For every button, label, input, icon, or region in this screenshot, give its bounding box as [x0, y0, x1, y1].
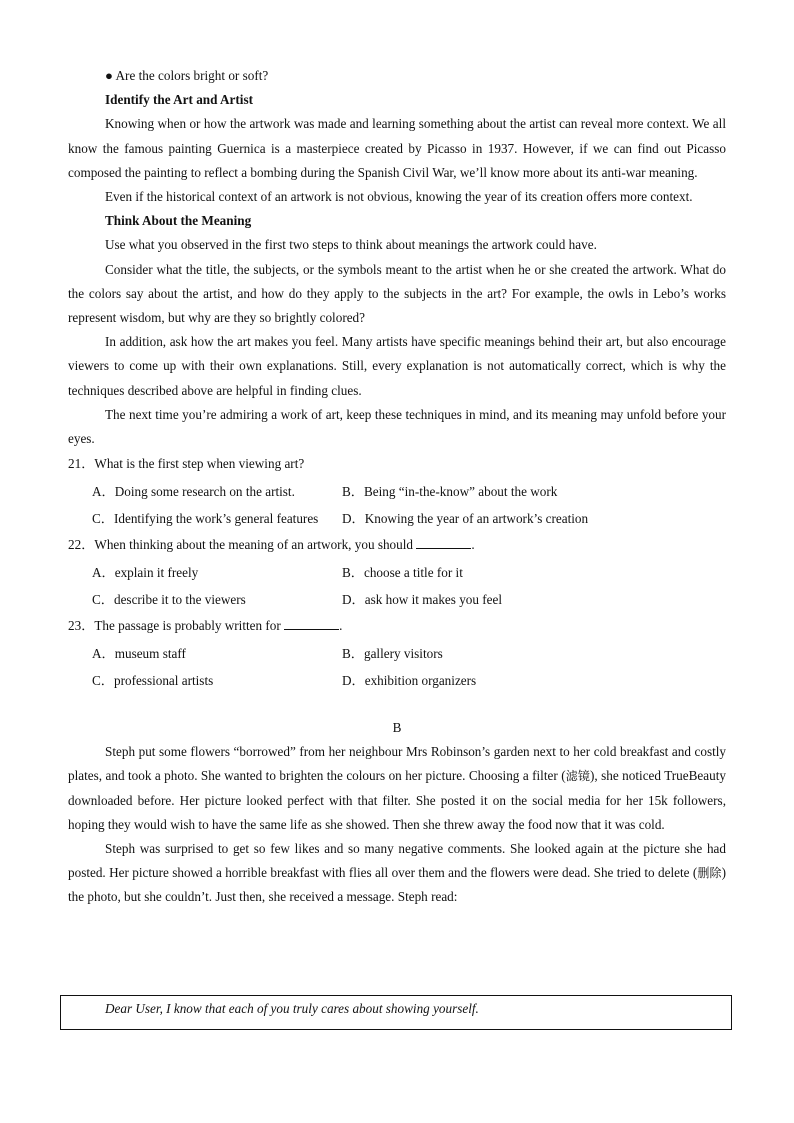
paragraph [68, 837, 726, 910]
question-text: The passage is probably written for [94, 618, 281, 634]
question-22 [68, 532, 726, 613]
option-text: describe it to the viewers [113, 591, 246, 607]
option-text: Doing some research on the artist. [114, 483, 295, 499]
option-label: A． [92, 645, 115, 661]
option-d[interactable] [342, 586, 742, 613]
question-number: 21． [68, 456, 95, 472]
question-stem [68, 451, 726, 478]
question-23 [68, 613, 726, 694]
option-label: D． [342, 510, 365, 526]
question-number: 23． [68, 618, 95, 634]
text-run: Steph put some flowers “borrowed” from her neighbour Mrs Robinson’s garden next to her cold breakfast and costly plates, and took a photo. She wanted to brighten the colours on her picture. Choosing a filter ( [68, 744, 726, 784]
message-box [60, 995, 732, 1030]
question-text: When thinking about the meaning of an artwork, you should [94, 537, 414, 553]
document-page [68, 64, 726, 910]
option-text: explain it freely [114, 564, 199, 580]
chinese-gloss: 删除 [697, 866, 722, 881]
question-text: What is the first step when viewing art? [94, 456, 305, 472]
option-c[interactable] [92, 667, 342, 694]
option-text: exhibition organizers [364, 672, 477, 688]
question-21 [68, 451, 726, 532]
option-c[interactable] [92, 586, 342, 613]
option-d[interactable] [342, 505, 742, 532]
text-run: ), she noticed TrueBeauty downloaded before. Her picture looked perfect with that filter. She posted it on the social media for her 15k followers, hoping they would wish to have the same life as she showed. Then she threw away the food now that it was cold. [68, 768, 726, 832]
option-c[interactable] [92, 505, 342, 532]
heading-think-about-meaning: Think About the Meaning [105, 213, 252, 229]
option-b[interactable] [342, 478, 742, 505]
chinese-gloss: 滤镜 [565, 769, 591, 784]
option-text: museum staff [114, 645, 186, 661]
question-number: 22． [68, 537, 95, 553]
option-label: B． [342, 483, 364, 499]
option-label: B． [342, 564, 364, 580]
option-a[interactable] [92, 478, 342, 505]
option-label: D． [342, 672, 365, 688]
option-text: professional artists [113, 672, 214, 688]
option-text: Identifying the work’s general features [113, 510, 319, 526]
answer-blank [416, 536, 471, 549]
paragraph: In addition, ask how the art makes you feel. Many artists have specific meanings behind their art, but also encourage viewers to come up with their own explanations. Still, every explanation is not automatically correct, which is why the techniques described above are helpful in finding clues. [68, 334, 726, 398]
option-a[interactable] [92, 559, 342, 586]
option-label: C． [92, 591, 114, 607]
question-stem: 23．The passage is probably written for . [68, 613, 726, 640]
paragraph: Even if the historical context of an artwork is not obvious, knowing the year of its creation offers more context. [105, 189, 693, 205]
option-text: Knowing the year of an artwork’s creation [364, 510, 589, 526]
options [68, 559, 726, 613]
option-text: gallery visitors [363, 645, 443, 661]
text-run: Steph was surprised to get so few likes and so many negative comments. She looked again at the picture she had posted. Her picture showed a horrible breakfast with flies all over them and the flowers were dead. She tried to delete ( [68, 840, 726, 881]
options [68, 478, 726, 532]
passage-b-label: B [392, 719, 402, 735]
paragraph: Use what you observed in the first two steps to think about meanings the artwork could have. [105, 237, 597, 253]
answer-blank [284, 617, 339, 630]
option-label: C． [92, 510, 114, 526]
option-label: C． [92, 672, 114, 688]
heading-identify-art-artist: Identify the Art and Artist [105, 92, 253, 108]
paragraph: Consider what the title, the subjects, or the symbols meant to the artist when he or she created the artwork. What do the colors say about the artist, and how do they apply to the subjects in the art? For example, the owls in Lebo’s works represent wisdom, but why are they so brightly colored? [68, 261, 726, 326]
paragraph: The next time you’re admiring a work of art, keep these techniques in mind, and its meaning may unfold before your eyes. [68, 406, 726, 447]
bullet-item-colors: ● Are the colors bright or soft? [105, 68, 269, 83]
option-label: D． [342, 591, 365, 607]
paragraph: Knowing when or how the artwork was made and learning something about the artist can reveal more context. We all know the famous painting Guernica is a masterpiece created by Picasso in 1937. However, if we can find out Picasso composed the painting to reflect a bombing during the Spanish Civil War, we’ll know more about its anti-war meaning. [68, 116, 726, 180]
option-a[interactable] [92, 640, 342, 667]
option-b[interactable] [342, 640, 742, 667]
paragraph [68, 740, 726, 837]
option-text: Being “in-the-know” about the work [363, 483, 558, 499]
text-run: ) the photo, but she couldn’t. Just then, she received a message. Steph read: [68, 865, 726, 905]
option-d[interactable] [342, 667, 742, 694]
option-text: choose a title for it [363, 564, 463, 580]
option-label: A． [92, 564, 115, 580]
message-text: Dear User, I know that each of you truly cares about showing yourself. [105, 1001, 479, 1016]
option-label: B． [342, 645, 364, 661]
option-b[interactable] [342, 559, 742, 586]
question-stem: 22．When thinking about the meaning of an artwork, you should . [68, 532, 726, 559]
options [68, 640, 726, 694]
option-label: A． [92, 483, 115, 499]
option-text: ask how it makes you feel [364, 591, 503, 607]
